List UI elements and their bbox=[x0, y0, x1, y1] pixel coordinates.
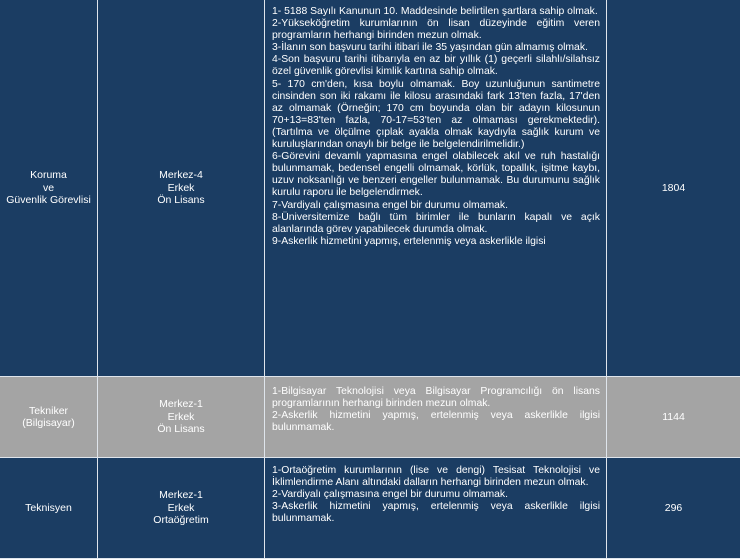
requirement-item: 8-Üniversitemize bağlı tüm birimler ile bunların kapalı ve açık alanlarında görev yapabilecek durumda olmak. bbox=[272, 211, 600, 235]
position-title: Koruma ve Güvenlik Görevlisi bbox=[6, 169, 91, 207]
requirement-item: 3-Askerlik hizmetini yapmış, ertelenmiş veya askerlikle ilgisi bulunmamak. bbox=[272, 501, 600, 525]
requirement-item: 4-Son başvuru tarihi itibarıyla en az bir yıllık (1) geçerli silahlı/silahsız özel güvenlik görevlisi kimlik kartına sahip olmak. bbox=[272, 54, 600, 78]
position-title: Teknisyen bbox=[25, 501, 72, 514]
requirements-cell bbox=[265, 377, 607, 458]
requirement-item: 3-İlanın son başvuru tarihi itibari ile 35 yaşından gün almamış olmak. bbox=[272, 42, 588, 54]
requirement-item: 5- 170 cm'den, kısa boylu olmamak. Boy uzunluğunun santimetre cinsinden son iki rakamı ile kilosu arasındaki fark 13'ten fazla, 17'den az olmamak (Örneğin; 170 cm boyunda olan bir adayın kilosunun 70+13=83'ten fazla, 70-17=53'ten az olmaması gerekmektedir). (Tartılma ve ölçülme çıplak ayakla olmak kaydıyla sağlık kurum ve kuruluşlarından onaylı bir belge ile belgelendirilmelidir.) bbox=[272, 78, 600, 151]
count-cell bbox=[607, 377, 740, 458]
location-cell bbox=[98, 0, 265, 377]
requirement-item: 2-Askerlik hizmetini yapmış, ertelenmiş veya askerlikle ilgisi bulunmamak. bbox=[272, 410, 600, 434]
position-count: 1804 bbox=[661, 181, 686, 194]
position-count: 1144 bbox=[662, 410, 685, 423]
requirements-cell bbox=[265, 0, 607, 377]
requirement-item: 6-Görevini devamlı yapmasına engel olabilecek akıl ve ruh hastalığı bulunmamak, bedensel engelli olmamak, körlük, topallık, işitme kaybı, uzuv noksanlığı ve benzeri engeller bulunmamak. Bu durumunu sağlık kurulu raporu ile belgelendirmek. bbox=[272, 151, 600, 199]
requirement-item: 2-Yükseköğretim kurumlarının ön lisan düzeyinde eğitim veren programların herhangi birinden mezun olmak. bbox=[272, 18, 600, 42]
position-cell bbox=[0, 377, 98, 458]
position-title: Tekniker (Bilgisayar) bbox=[22, 404, 75, 429]
requirements-cell bbox=[265, 458, 607, 559]
requirement-item: 2-Vardiyalı çalışmasına engel bir durumu olmamak. bbox=[272, 489, 509, 501]
count-cell bbox=[607, 458, 740, 559]
requirement-item: 9-Askerlik hizmetini yapmış, ertelenmiş veya askerlikle ilgisi bbox=[272, 235, 546, 247]
count-cell bbox=[607, 0, 740, 377]
requirement-item: 1-Ortaöğretim kurumlarının (lise ve dengi) Tesisat Teknolojisi ve İklimlendirme Alanı altındaki dalların herhangi birinden mezun olmak. bbox=[272, 465, 600, 489]
position-count: 296 bbox=[664, 501, 683, 514]
requirement-item: 7-Vardiyalı çalışmasına engel bir durumu olmamak. bbox=[272, 199, 509, 211]
location-info: Merkez-4 Erkek Ön Lisans bbox=[157, 169, 205, 207]
location-cell bbox=[98, 458, 265, 559]
position-cell bbox=[0, 458, 98, 559]
location-info: Merkez-1 Erkek Ön Lisans bbox=[157, 398, 205, 436]
table-row-tekniker bbox=[0, 377, 740, 458]
location-info: Merkez-1 Erkek Ortaöğretim bbox=[153, 489, 209, 527]
table-row-teknisyen bbox=[0, 458, 740, 559]
requirement-item: 1- 5188 Sayılı Kanunun 10. Maddesinde belirtilen şartlara sahip olmak. bbox=[272, 6, 598, 17]
position-cell bbox=[0, 0, 98, 377]
requirement-item: 1-Bilgisayar Teknolojisi veya Bilgisayar Programcılığı ön lisans programlarının herhangi birinden mezun olmak. bbox=[272, 386, 600, 410]
location-cell bbox=[98, 377, 265, 458]
